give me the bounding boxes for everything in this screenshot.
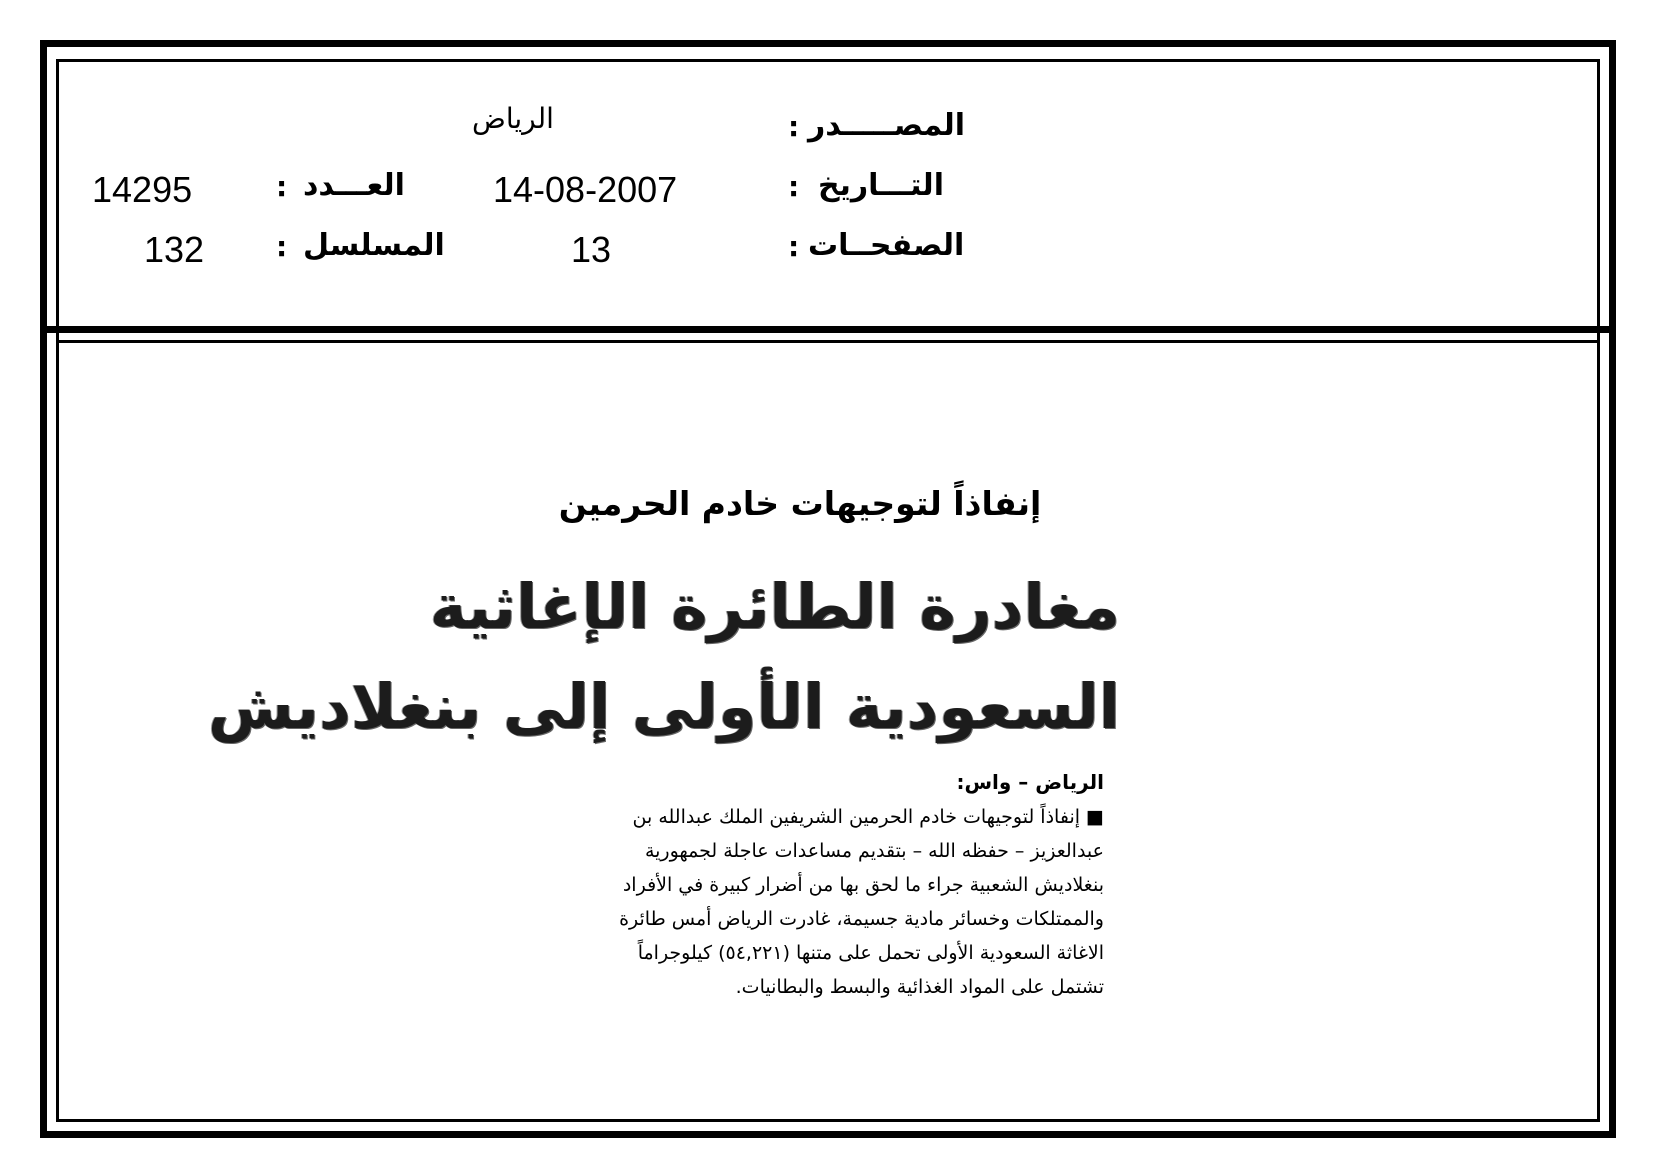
article-headline-line1: مغادرة الطائرة الإغاثية: [429, 570, 1120, 643]
source-label: المصـــــدر: [808, 108, 966, 143]
source-colon: :: [788, 110, 800, 143]
serial-label: المسلسل: [303, 228, 445, 263]
header-divider-thin: [56, 340, 1600, 343]
serial-colon: :: [276, 230, 288, 263]
header-divider: [43, 326, 1613, 333]
pages-colon: :: [788, 230, 800, 263]
pages-label: الصفحــات: [808, 228, 965, 263]
date-label: التـــاريخ: [818, 168, 944, 203]
news-clipping: [208, 470, 1120, 1010]
date-colon: :: [788, 170, 800, 203]
article-body-line: ■ إنفاذاً لتوجيهات خادم الحرمين الشريفين الملك عبدالله بن: [632, 806, 1104, 828]
pages-value: 13: [571, 229, 612, 270]
article-dateline: الرياض – واس:: [956, 770, 1104, 794]
source-value: الرياض: [472, 102, 554, 135]
issue-value: 14295: [92, 169, 193, 210]
article-body-line: بنغلاديش الشعبية جراء ما لحق بها من أضرار كبيرة في الأفراد: [622, 874, 1104, 896]
article-body-line: الاغاثة السعودية الأولى تحمل على متنها (٥٤,٢٢١) كيلوجراماً: [637, 942, 1104, 964]
date-value: 14-08-2007: [493, 169, 678, 210]
article-headline-line2: السعودية الأولى إلى بنغلاديش: [208, 670, 1120, 743]
issue-label: العـــدد: [303, 168, 405, 203]
article-kicker: إنفاذاً لتوجيهات خادم الحرمين: [558, 484, 1042, 523]
article-body-line: عبدالعزيز – حفظه الله – بتقديم مساعدات عاجلة لجمهورية: [644, 840, 1104, 862]
serial-value: 132: [144, 229, 205, 270]
article-body-line: والممتلكات وخسائر مادية جسيمة، غادرت الرياض أمس طائرة: [619, 908, 1104, 930]
issue-colon: :: [276, 170, 288, 203]
article-body-line: تشتمل على المواد الغذائية والبسط والبطانيات.: [735, 976, 1104, 998]
